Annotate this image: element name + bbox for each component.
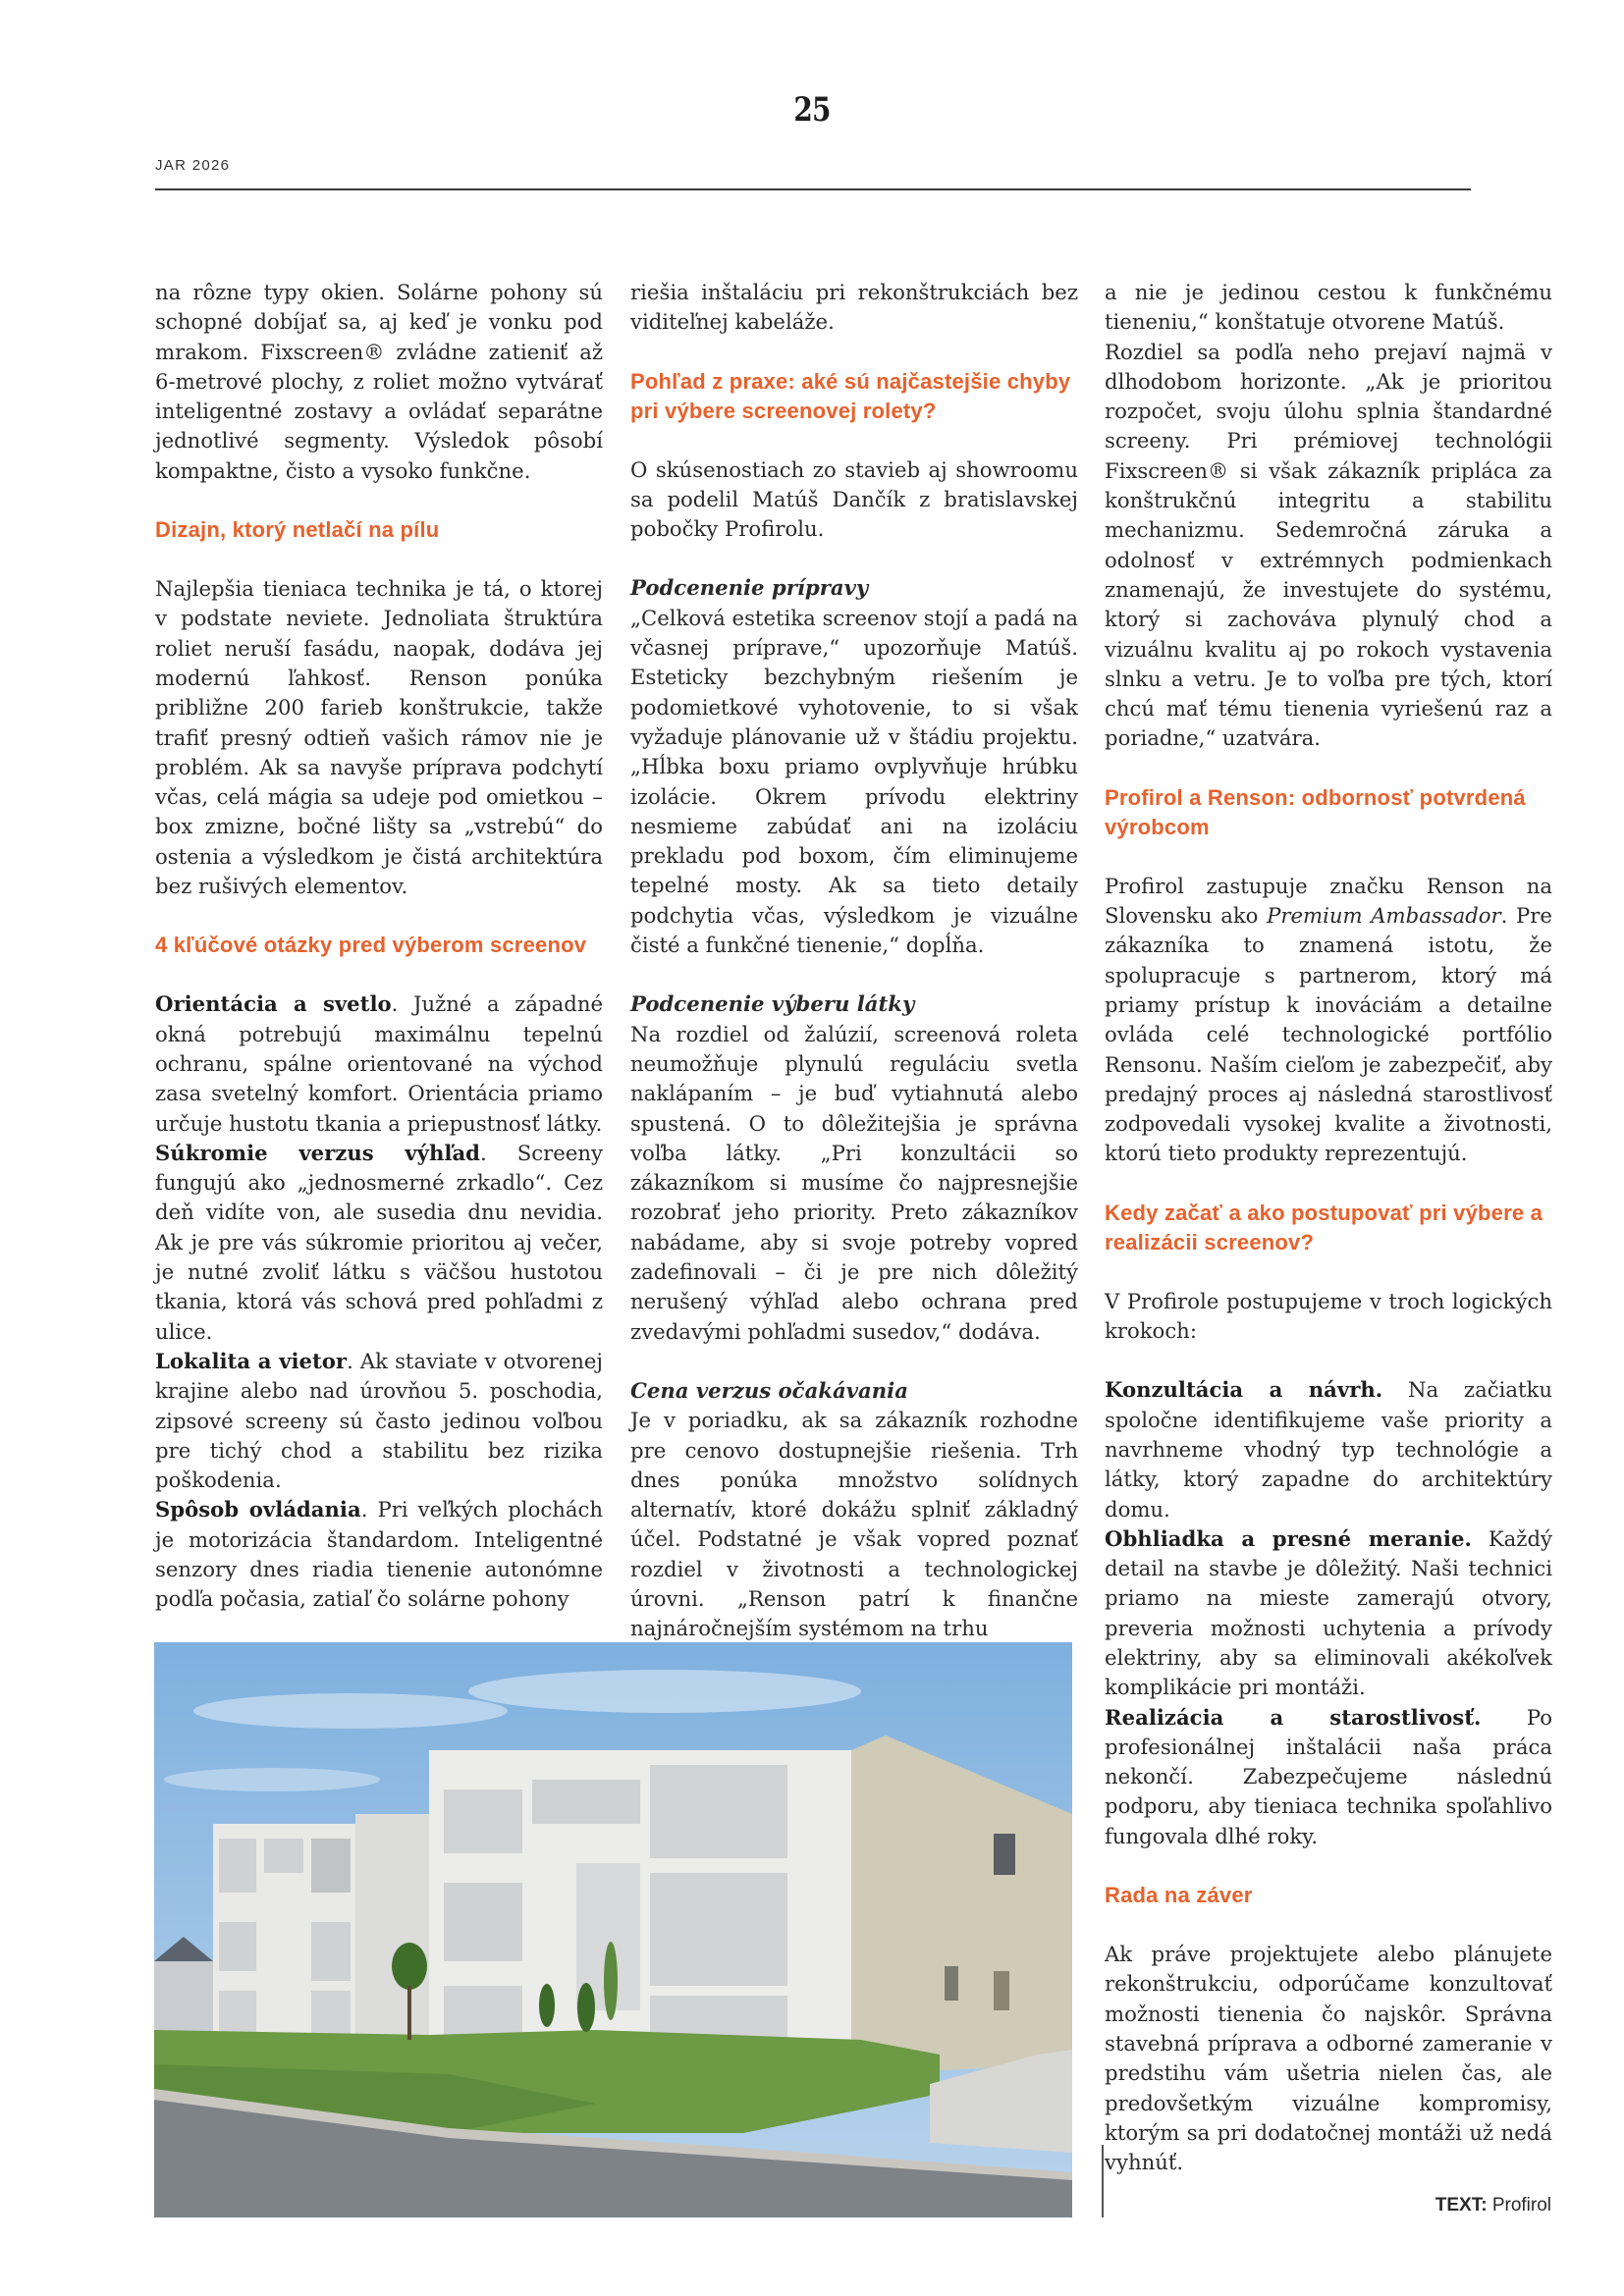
section-heading: Profirol a Renson: odbornosť potvrdená výrobcom xyxy=(1105,784,1526,839)
issue-label: JAR 2026 xyxy=(155,157,231,174)
paragraph: Rozdiel sa podľa neho prejaví najmä v dlhodobom horizonte. „Ak je prioritou rozpočet, svoju úlohu splnia štandardné screeny. Pri prémiovej technológii Fixscreen® si však zákazník pripláca za konštrukčnú integritu a stabilitu mechanizmu. Sedemročná záruka a odolnosť v extrémnych podmienkach znamenajú, že investujete do systému, ktorý si zachováva plynulý chod a vizuálnu kvalitu aj po rokoch vystavenia slnku a vetru. Je to voľba pre tých, ktorí chcú mať tému tienenia vyriešenú raz a poriadne,“ uzatvára. xyxy=(1105,339,1552,751)
question-title: Lokalita a vietor xyxy=(155,1348,348,1373)
step-title: Realizácia a starostlivosť. xyxy=(1105,1704,1482,1730)
step-text: Na začiatku spoločne identifikujeme vaše priority a navrhneme vhodný typ technológie a látky, ktorý zapadne do architektúry domu. xyxy=(1105,1377,1552,1522)
column-3 xyxy=(1105,278,1552,2177)
paragraph: Na rozdiel od žalúzií, screenová roleta neumožňuje plynulú reguláciu svetla naklápaním – je buď vytiahnutá alebo spustená. O to dôležitejšia je správna voľba látky. „Pri konzultácii so zákazníkom si musíme čo najpresnejšie rozobrať jeho priority. Preto zákazníkov nabádame, aby si svoje potreby vopred zadefinovali – či je pre nich dôležitý nerušený výhľad alebo ochrana pred zvedavými pohľadmi susedov,“ dodáva. xyxy=(630,1021,1078,1344)
paragraph: Ak práve projektujete alebo plánujete rekonštrukciu, odporúčame konzultovať možnosti tienenia čo najskôr. Správna stavebná príprava a odborné zameranie v predstihu vám ušetria nielen čas, ale predovšetkým vizuálne kompromisy, ktorým sa pri dodatočnej montáži už nedá vyhnúť. xyxy=(1105,1942,1552,2175)
step-title: Konzultácia a návrh. xyxy=(1105,1377,1383,1403)
question-item xyxy=(155,1495,603,1614)
column-1 xyxy=(155,278,603,1615)
paragraph: V Profirole postupujeme v troch logických krokoch: xyxy=(1105,1288,1552,1344)
question-title: Súkromie verzus výhľad xyxy=(155,1140,480,1165)
paragraph: Najlepšia tieniaca technika je tá, o ktorej v podstate neviete. Jednoliata štruktúra roliet neruší fasádu, naopak, dodáva jej modernú ľahkosť. Renson ponúka približne 200 farieb konštrukcie, takže trafiť presný odtieň vašich rámov nie je problém. Ak sa navyše príprava podchytí včas, celá mágia sa udeje pod omietkou – box zmizne, bočné lišty sa „vstrebú“ do ostenia a výsledkom je čistá architektúra bez rušivých elementov. xyxy=(155,576,603,899)
paragraph: „Celková estetika screenov stojí a padá na včasnej príprave,“ upozorňuje Matúš. Esteticky bezchybným riešením je podomietkové vyhotovenie, to si však vyžaduje plánovanie už v štádiu projektu. „Hĺbka boxu priamo ovplyvňuje hrúbku izolácie. Okrem prívodu elektriny nesmieme zabúdať ani na izoláciu prekladu pod boxom, čím eliminujeme tepelné mosty. Ak sa tieto detaily podchytia včas, výsledkom je vizuálne čisté a funkčné tienenie,“ dopĺňa. xyxy=(630,605,1078,958)
subheading: Podcenenie prípravy xyxy=(630,575,869,601)
step-item xyxy=(1105,1375,1552,1523)
section-heading: Dizajn, ktorý netlačí na pílu xyxy=(155,517,440,543)
question-item xyxy=(155,1139,603,1347)
step-item xyxy=(1105,1703,1552,1851)
step-title: Obhliadka a presné meranie. xyxy=(1105,1525,1472,1551)
question-title: Orientácia a svetlo xyxy=(155,991,392,1017)
header-rule xyxy=(155,188,1471,190)
step-text: Každý detail na stavbe je dôležitý. Naši technici priamo na mieste zamerajú otvory, preveria možnosti uchytenia a prívody elektriny, aby sa eliminovali akékoľvek komplikácie pri montáži. xyxy=(1105,1525,1553,1700)
question-text: . Ak staviate v otvorenej krajine alebo nad úrovňou 5. poschodia, zipsové screeny sú často jedinou voľbou pre tichý chod a stabilitu bez rizika poškodenia. xyxy=(155,1348,603,1493)
question-title: Spôsob ovládania xyxy=(155,1497,361,1522)
page-number: 25 xyxy=(793,90,831,130)
question-text: . Pri veľkých plochách je motorizácia štandardom. Inteligentné senzory dnes riadia tienenie autonómne podľa počasia, zatiaľ čo solárne pohony xyxy=(155,1497,603,1612)
emphasis: Premium Ambassador xyxy=(1267,903,1501,929)
section-heading: Pohľad z praxe: aké sú najčastejšie chyby pri výbere screenovej rolety? xyxy=(630,368,1071,423)
question-text: . Južné a západné okná potrebujú maximálnu tepelnú ochranu, spálne orientované na východ zasa svetelný komfort. Orientácia priamo určuje hustotu tkania a priepustnosť látky. xyxy=(155,991,604,1136)
text-run: Profirol zastupuje značku Renson na Slovensku ako xyxy=(1105,873,1552,929)
question-item xyxy=(155,1347,603,1495)
question-text: . Screeny fungujú ako „jednosmerné zrkadlo“. Cez deň vidíte von, ale susedia dnu nevidia. Ak je pre vás súkromie prioritou aj večer, je nutné zvoliť látku s väčšou hustotou tkania, ktorá vás schová pred pohľadmi z ulice. xyxy=(155,1140,603,1344)
building-photo xyxy=(154,1642,1072,2217)
step-text: Po profesionálnej inštalácii naša práca nekončí. Zabezpečujeme následnú podporu, aby tieniaca technika spoľahlivo fungovala dlhé roky. xyxy=(1105,1704,1553,1848)
subheading: Cena verzus očakávania xyxy=(630,1377,908,1403)
subheading: Podcenenie výberu látky xyxy=(630,991,915,1017)
author-credit xyxy=(1435,2195,1551,2216)
section-heading: Kedy začať a ako postupovať pri výbere a realizácii screenov? xyxy=(1105,1200,1543,1255)
question-item xyxy=(155,989,603,1138)
paragraph: O skúsenostiach zo stavieb aj showroomu sa podelil Matúš Dančík z bratislavskej pobočky Profirolu. xyxy=(630,456,1078,542)
step-item xyxy=(1105,1524,1552,1703)
paragraph xyxy=(1105,872,1552,1169)
credit-label: TEXT: xyxy=(1435,2195,1488,2216)
paragraph: a nie je jedinou cestou k funkčnému tieneniu,“ konštatuje otvorene Matúš. xyxy=(1105,280,1552,335)
column-2 xyxy=(630,278,1078,1644)
section-heading: 4 kľúčové otázky pred výberom screenov xyxy=(155,933,587,958)
section-heading: Rada na záver xyxy=(1105,1883,1253,1908)
credit-value: Profirol xyxy=(1491,2195,1551,2216)
footer-divider xyxy=(1102,2145,1104,2217)
paragraph: Je v poriadku, ak sa zákazník rozhodne pre cenovo dostupnejšie riešenia. Trh dnes ponúka množstvo solídnych alternatív, ktoré dokážu splniť základný účel. Podstatné je však vopred poznať rozdiel v životnosti a technologickej úrovni. „Renson patrí k finančne najnáročnejším systémom na trhu xyxy=(630,1408,1078,1641)
text-run: . Pre zákazníka to znamená istotu, že spolupracuje s partnerom, ktorý má priamy prístup k inováciám a detailne ovláda celé technologické portfólio Rensonu. Naším cieľom je zabezpečiť, aby predajný proces aj následná starostlivosť zodpovedali vysokej kvalite a životnosti, ktorú tieto produkty reprezentujú. xyxy=(1105,903,1552,1166)
paragraph: riešia inštaláciu pri rekonštrukciách bez viditeľnej kabeláže. xyxy=(630,280,1078,335)
paragraph: na rôzne typy okien. Solárne pohony sú schopné dobíjať sa, aj keď je vonku pod mrakom. Fixscreen® zvládne zatieniť až 6-metrové plochy, z roliet možno vytvárať inteligentné zostavy a ovládať separátne jednotlivé segmenty. Výsledok pôsobí kompaktne, čisto a vysoko funkčne. xyxy=(155,280,603,483)
